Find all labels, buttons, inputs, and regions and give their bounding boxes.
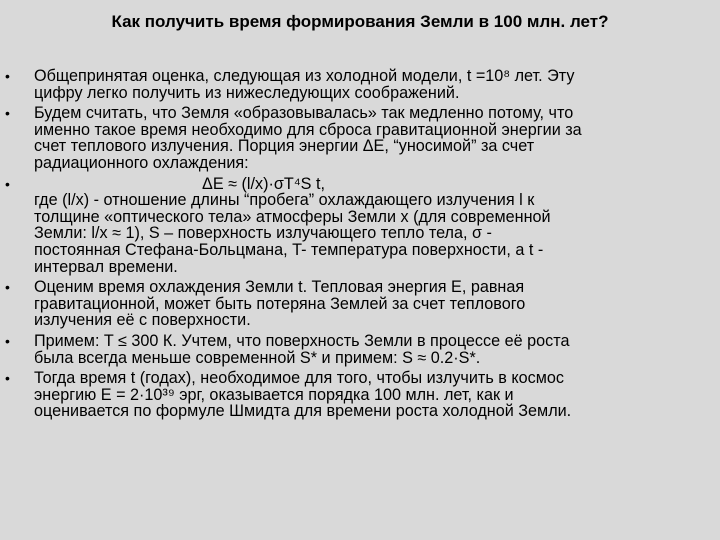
bullet-text-line: Примем: T ≤ 300 К. Учтем, что поверхность Земли в процессе её роста [34,331,570,350]
slide-title: Как получить время формирования Земли в 100 млн. лет? [111,12,609,31]
bullet-item [0,105,720,171]
bullet-text-line: именно такое время необходимо для сброса гравитационной энергии за [34,120,582,139]
bullet-text-line: цифру легко получить из нижеследующих соображений. [34,83,460,102]
bullet-text-line: оценивается по формуле Шмидта для времени роста холодной Земли. [34,402,572,421]
bullet-marker: • [5,105,10,122]
bullet-item [0,333,720,366]
bullet-text-line: постоянная Стефана-Больцмана, T- температура поверхности, а t - [34,240,544,259]
bullet-text-line: энергию E = 2·10³⁹ эрг, оказывается порядка 100 млн. лет, как и [34,385,514,404]
bullet-text-line: счет теплового излучения. Порция энергии ΔE, “уносимой” за счет [34,137,535,156]
bullet-text-line: излучения её с поверхности. [34,311,251,330]
bullet-text-line: толщине «оптического тела» атмосферы Земли x (для современной [34,207,551,226]
bullet-marker: • [5,370,10,387]
bullet-text-line: радиационного охлаждения: [34,153,249,172]
bullet-text-line: Земли: l/x ≈ 1), S – поверхность излучающего тепло тела, σ - [34,224,492,243]
bullet-text-line: была всегда меньше современной S* и примем: S ≈ 0.2·S*. [34,348,481,367]
bullet-text-line: где (l/x) - отношение длины “пробега” охлаждающего излучения l к [34,191,535,210]
bullet-item [0,176,720,276]
bullet-text-line: интервал времени. [34,257,178,276]
bullet-marker: • [5,175,10,192]
bullet-text-line: Оценим время охлаждения Земли t. Тепловая энергия E, равная [34,278,525,297]
formula-line: ΔE ≈ (l/x)·σT⁴S t, [202,174,325,193]
bullet-text-line: Общепринятая оценка, следующая из холодной модели, t =10⁸ лет. Эту [34,67,575,85]
bullet-marker: • [5,279,10,296]
bullet-item [0,279,720,329]
bullet-text-line: Тогда время t (годах), необходимое для того, чтобы излучить в космос [34,369,564,388]
bullet-text-line: Будем считать, что Земля «образовывалась» так медленно потому, что [34,104,574,123]
bullet-marker: • [5,332,10,349]
bullet-item [0,68,720,101]
bullet-marker: • [5,68,10,84]
bullet-text-line: гравитационной, может быть потеряна Землей за счет теплового [34,294,526,313]
bullet-list [0,68,720,424]
bullet-item [0,370,720,420]
